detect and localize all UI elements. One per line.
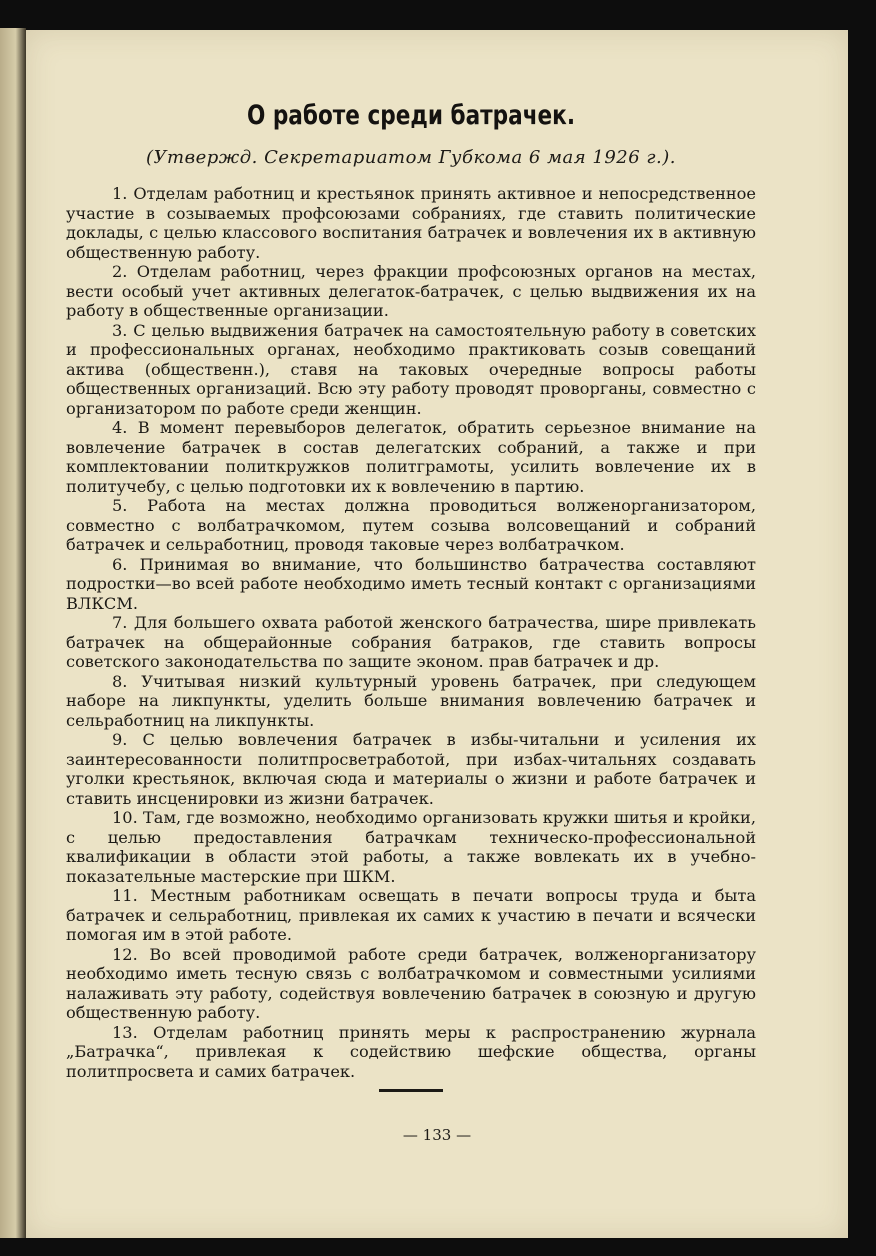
- paragraph-5: 5. Работа на местах должна проводиться волженорганизатором, совместно с волбатрачкомом, путем созыва волсовещаний и собраний батрачек и сельработниц, проводя таковые через волбатрачком.: [66, 496, 756, 554]
- book-page: [26, 30, 848, 1238]
- paragraph-6: 6. Принимая во внимание, что большинство батрачества составляют подростки—во всей работе необходимо иметь тесный контакт с организациями ВЛКСМ.: [66, 554, 756, 613]
- paragraph-10: 10. Там, где возможно, необходимо организовать кружки шитья и кройки, с целью предоставления батрачкам техническо-профессиональной квалификации в области этой работы, а также вовлекать их в учебно-показательные мастерские при ШКМ.: [66, 808, 756, 886]
- paragraph-4: 4. В момент перевыборов делегаток, обратить серьезное внимание на вовлечение батрачек в состав делегатских собраний, а также и при комплектовании политкружков политграмоты, усилить вовлечение их в политучебу, с целью подготовки их к вовлечению в партию.: [66, 418, 756, 496]
- paragraph-13: 13. Отделам работниц принять меры к распространению журнала „Батрачка“, привлекая к содействию шефские общества, органы политпросвета и самих батрачек.: [66, 1022, 756, 1081]
- paragraph-11: 11. Местным работникам освещать в печати вопросы труда и быта батрачек и сельработниц, привлекая их самих к участию в печати и всячески помогая им в этой работе.: [66, 886, 756, 944]
- end-divider: [379, 1089, 443, 1092]
- paragraph-1: 1. Отделам работниц и крестьянок принять активное и непосредственное участие в созываемых профсоюзами собраниях, где ставить политические доклады, с целью классового воспитания батрачек и вовлечения их в активную общественную работу.: [66, 184, 756, 262]
- paragraph-2: 2. Отделам работниц, через фракции профсоюзных органов на местах, вести особый учет активных делегаток-батрачек, с целью выдвижения их на работу в общественные организации.: [66, 262, 756, 320]
- page-content: [66, 100, 756, 1092]
- paragraph-12: 12. Во всей проводимой работе среди батрачек, волженорганизатору необходимо иметь тесную связь с волбатрачкомом и совместными усилиями налаживать эту работу, содействуя вовлечению батрачек в союзную и другую общественную работу.: [66, 944, 756, 1022]
- paragraph-3: 3. С целью выдвижения батрачек на самостоятельную работу в советских и профессиональных органах, необходимо практиковать созыв совещаний актива (общественн.), ставя на таковых очередные вопросы работы общественных организаций. Всю эту работу проводят проворганы, совместно с организатором по работе среди женщин.: [66, 320, 756, 418]
- paragraph-9: 9. С целью вовлечения батрачек в избы-читальни и усиления их заинтересованности политпросветработой, при избах-читальнях создавать уголки крестьянок, включая сюда и материалы о жизни и работе батрачек и ставить инсценировки из жизни батрачек.: [66, 730, 756, 808]
- paragraph-7: 7. Для большего охвата работой женского батрачества, шире привлекать батрачек на общерайонные собрания батраков, где ставить вопросы советского законодательства по защите эконом. прав батрачек и др.: [66, 613, 756, 671]
- document-subtitle: (Утвержд. Секретариатом Губкома 6 мая 1926 г.).: [146, 147, 676, 168]
- document-title: О работе среди батрачек.: [246, 100, 576, 131]
- page-number: — 133 —: [402, 1126, 472, 1144]
- paragraph-8: 8. Учитывая низкий культурный уровень батрачек, при следующем наборе на ликпункты, уделить больше внимания вовлечению батрачек и сельработниц на ликпункты.: [66, 671, 756, 730]
- paragraph-list: [66, 184, 756, 1081]
- previous-page-edge: [0, 28, 26, 1238]
